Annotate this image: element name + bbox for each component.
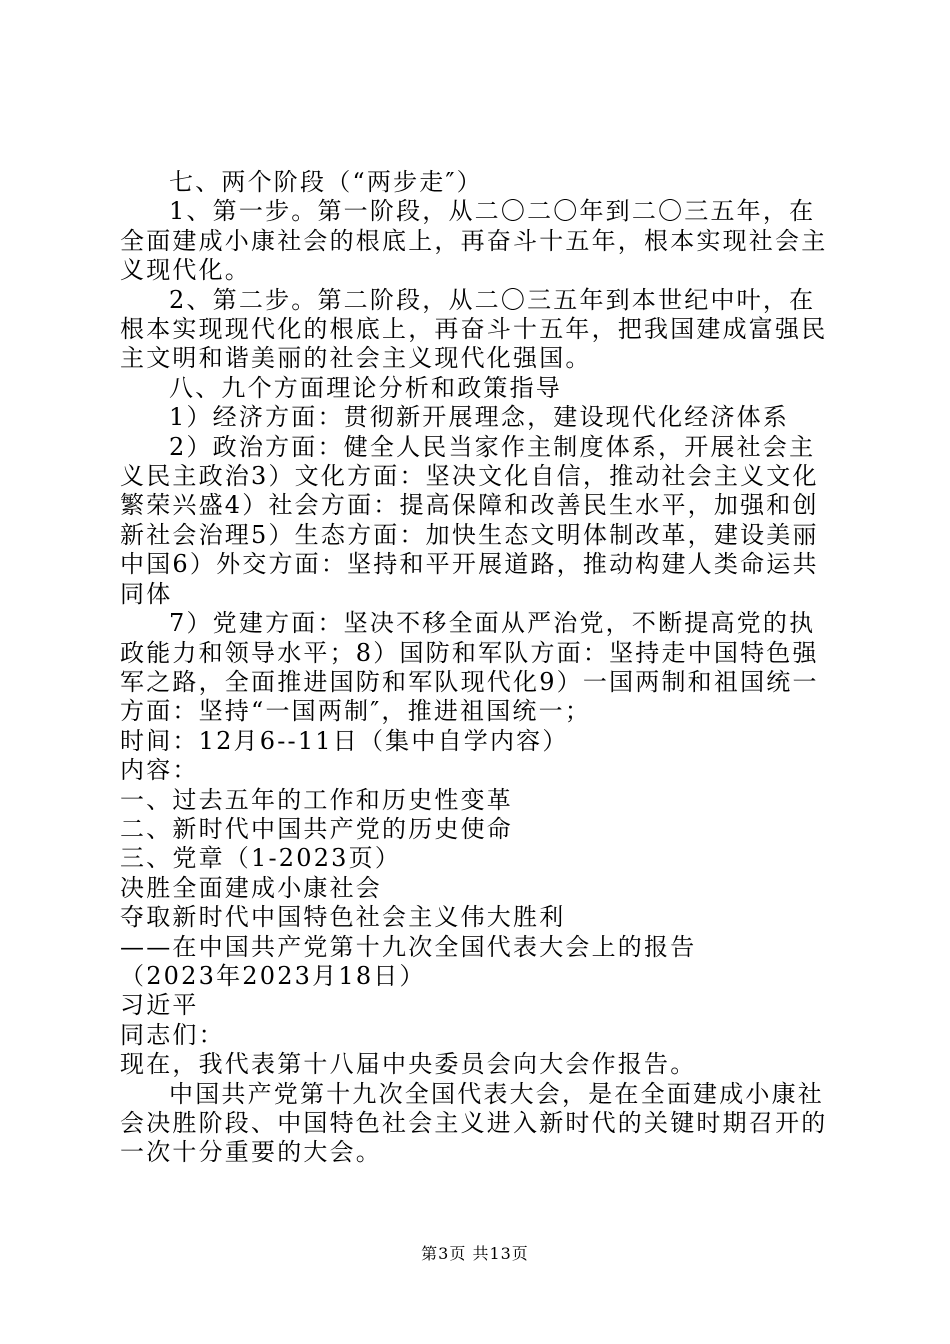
report-title-line-2: 夺取新时代中国特色社会主义伟大胜利 — [120, 903, 566, 932]
paragraph-party-building-to-reunification: 7）党建方面：坚决不移全面从严治党，不断提高党的执政能力和领导水平；8）国防和军队方面：坚持走中国特色强军之路，全面推进国防和军队现代化9）一国两制和祖国统一方面：坚持“一国两制″，推进祖国统一； — [120, 609, 819, 726]
report-title-line-1: 决胜全面建成小康社会 — [120, 873, 382, 902]
line-content-item-2: 二、新时代中国共产党的历史使命 — [120, 814, 513, 843]
line-content-item-3: 三、党章（1-2023页） — [120, 844, 402, 873]
line-content-label: 内容： — [120, 756, 199, 785]
salutation: 同志们： — [120, 1020, 225, 1049]
report-subtitle: ——在中国共产党第十九次全国代表大会上的报告 — [120, 932, 697, 961]
paragraph-step-one: 1、第一步。第一阶段，从二〇二〇年到二〇三五年，在全面建成小康社会的根底上，再奋斗十五年，根本实现社会主义现代化。 — [120, 197, 828, 285]
opening-sentence: 现在，我代表第十八届中央委员会向大会作报告。 — [120, 1050, 697, 1079]
closing-paragraph: 中国共产党第十九次全国代表大会，是在全面建成小康社会决胜阶段、中国特色社会主义进入新时代的关键时期召开的一次十分重要的大会。 — [120, 1079, 828, 1167]
paragraph-step-two: 2、第二步。第二阶段，从二〇三五年到本世纪中叶，在根本实现现代化的根底上，再奋斗十五年，把我国建成富强民主文明和谐美丽的社会主义现代化强国。 — [120, 285, 828, 373]
page-footer: 第3页 共13页 — [421, 1244, 529, 1263]
document-body — [120, 168, 835, 1168]
report-date: （2023年2023月18日） — [120, 961, 426, 990]
line-content-item-1: 一、过去五年的工作和历史性变革 — [120, 785, 513, 814]
paragraph-economy: 1）经济方面：贯彻新开展理念，建设现代化经济体系 — [169, 403, 790, 432]
report-author: 习近平 — [120, 991, 199, 1020]
line-study-time: 时间：12月6--11日（集中自学内容） — [120, 726, 569, 755]
section-heading-two-stages: 七、两个阶段（“两步走″） — [169, 168, 483, 196]
section-heading-nine-aspects: 八、九个方面理论分析和政策指导 — [169, 373, 562, 402]
paragraph-politics-to-diplomacy: 2）政治方面：健全人民当家作主制度体系，开展社会主义民主政治3）文化方面：坚决文化自信，推动社会主义文化繁荣兴盛4）社会方面：提高保障和改善民生水平，加强和创新社会治理5）生态方面：加快生态文明体制改革，建设美丽中国6）外交方面：坚持和平开展道路，推动构建人类命运共同体 — [120, 432, 819, 608]
